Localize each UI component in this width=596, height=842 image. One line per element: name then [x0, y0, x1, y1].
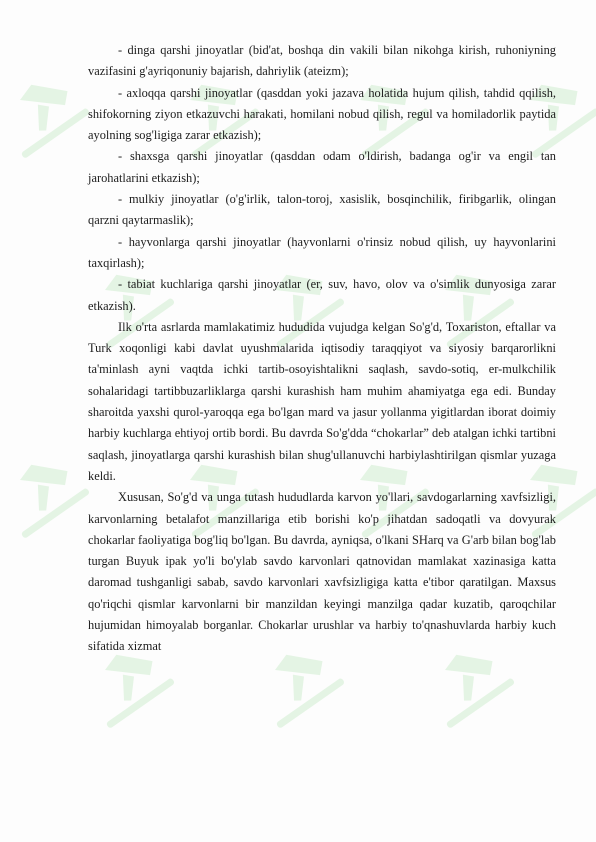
watermark-pen-icon: [502, 826, 596, 842]
watermark-pen-icon: [587, 636, 596, 729]
document-body: [88, 40, 556, 658]
watermark-pen-icon: [0, 66, 90, 159]
paragraph-morality-crimes: - axloqqa qarshi jinoyatlar (qasddan yoki jazava holatida hujum qilish, tahdid qqilish, shifokorning ziyon etkazuvchi harakati, homilani nobud qilish, regul va homiladorlik paytida ayolning sog'ligiga zarar etkazish);: [88, 85, 556, 143]
watermark-pen-icon: [0, 446, 90, 539]
paragraph-early-middle-ages: Ilk o'rta asrlarda mamlakatimiz hududida vujudga kelgan So'g'd, Toxariston, eftallar va Turk xoqonligi kabi davlat uyushmalarida iqtisodiy taraqqiyot va siyosiy barqarorlikni ta'minlash ayni vaqtda ichki tartib-osoyishtalikni saqlash, savdo-sotiq, er-mulkchilik sohalaridagi tartibbuzarliklarga qarshi kurashish ham muhim ahamiyatga ega edi. Bunday sharoitda yaxshi qurol-yaroqqa ega bo'lgan mard va jasur yollanma yigitlardan iborat doimiy harbiy kuchlarga ehtiyoj ortib bordi. Bu davrda So'g'dda “chokarlar” deb atalgan ichki tartibni saqlash, jinoyatlarga qarshi kurashish bilan shug'ullanuvchi harbiylashtirilgan qismlar yuzaga keldi.: [88, 319, 556, 483]
paragraph-person-crimes: - shaxsga qarshi jinoyatlar (qasddan odam o'ldirish, badanga og'ir va engil tan jarohatlarini etkazish);: [88, 149, 556, 185]
watermark-pen-icon: [162, 826, 260, 842]
watermark-pen-icon: [587, 256, 596, 349]
paragraph-property-crimes: - mulkiy jinoyatlar (o'g'irlik, talon-toroj, xasislik, bosqinchilik, firibgarlik, olingan qarzni qaytarmaslik);: [88, 192, 556, 228]
paragraph-religion-crimes: - dinga qarshi jinoyatlar (bid'at, boshqa din vakili bilan nikohga kirish, ruhoniyning vazifasini g'ayriqonuniy bajarish, dahriylik (ateizm);: [88, 43, 556, 79]
paragraph-nature-crimes: - tabiat kuchlariga qarshi jinoyatlar (er, suv, havo, olov va o'simlik dunyosiga zarar etkazish).: [88, 277, 556, 313]
paragraph-animal-crimes: - hayvonlarga qarshi jinoyatlar (hayvonlarni o'rinsiz nobud qilish, uy hayvonlarini taxqirlash);: [88, 234, 556, 270]
paragraph-caravan-security: Xususan, So'g'd va unga tutash hududlarda karvon yo'llari, savdogarlarning xavfsizligi, karvonlarning betalafot manzillariga etib borishi ko'p jihatdan sadoqatli va dovyurak chokarlar faoliyatiga bog'liq bo'lgan. Bu davrda, ayniqsa, o'lkani SHarq va G'arb bilan bog'lab turgan Buyuk ipak yo'li bo'ylab savdo karvonlari qatnovidan mamlakat xazinasiga katta daromad tushganligi sabab, savdo karvonlari xavfsizligiga katta e'tibor qaratilgan. Maxsus qo'riqchi qismlar karvonlarni bir manzildan keyingi manzilga qadar kuzatib, qaroqchilar hujumidan himoyalab borganlar. Chokarlar urushlar va harbiy to'qnashuvlarda harbiy kuch sifatida xizmat: [88, 490, 556, 654]
watermark-pen-icon: [332, 826, 430, 842]
watermark-pen-icon: [0, 826, 90, 842]
